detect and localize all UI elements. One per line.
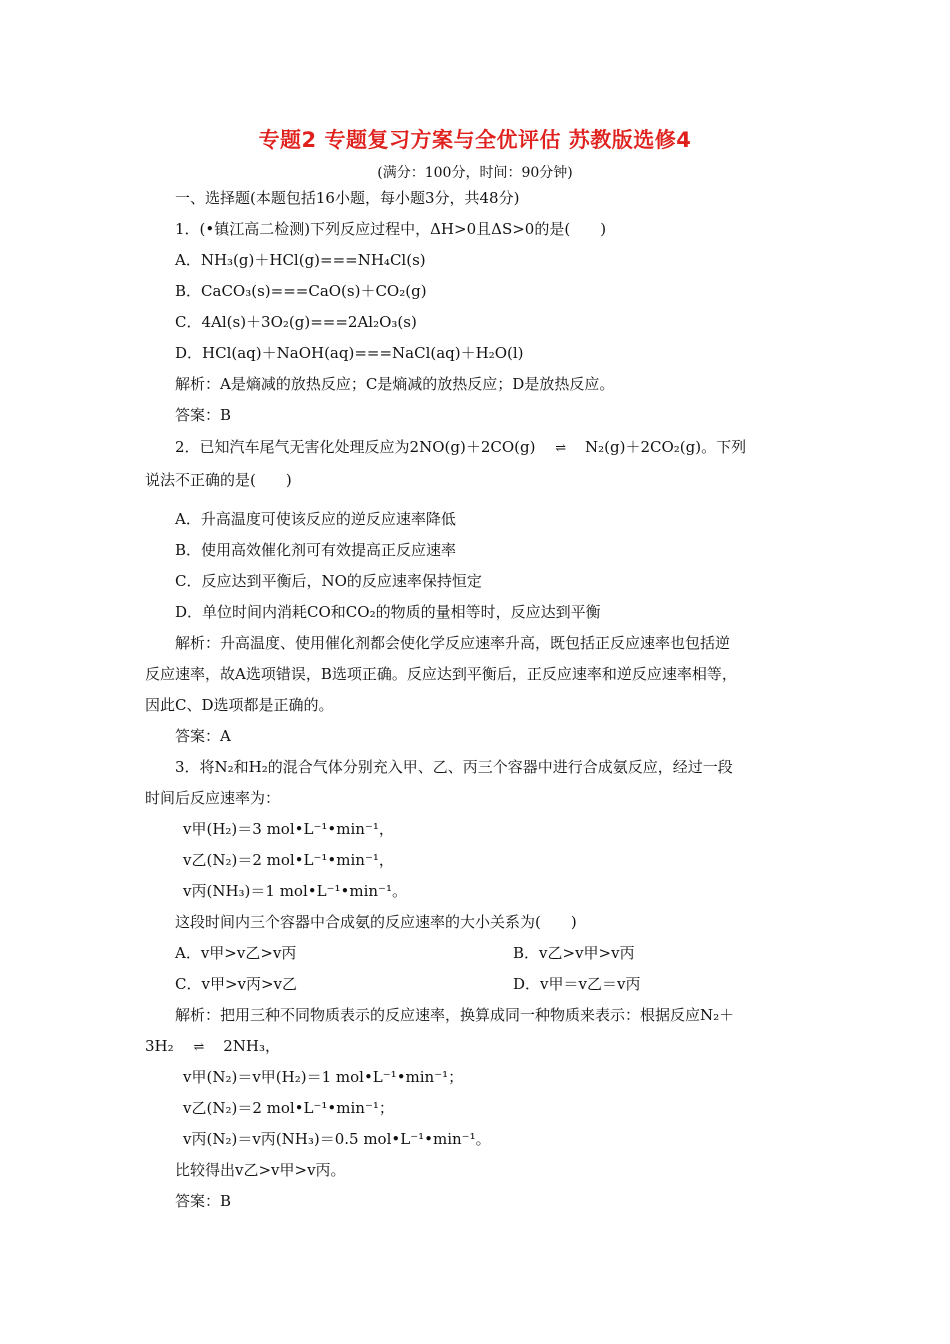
q3-rate-jia: v甲(H₂)＝3 mol•L⁻¹•min⁻¹， <box>183 820 394 838</box>
q3-option-d: D．v甲＝v乙＝v丙 <box>513 975 641 993</box>
q3-calc-bing: v丙(N₂)＝v丙(NH₃)＝0.5 mol•L⁻¹•min⁻¹。 <box>183 1130 491 1148</box>
q3-analysis-line1: 解析：把用三种不同物质表示的反应速率，换算成同一种物质来表示：根据反应N₂＋ <box>175 1006 735 1024</box>
q3-analysis-line2 <box>145 1036 280 1058</box>
q2-analysis-line3: 因此C、D选项都是正确的。 <box>145 696 334 714</box>
q1-option-b: B．CaCO₃(s)===CaO(s)＋CO₂(g) <box>175 282 427 300</box>
equilibrium-arrow-icon: ⇌ <box>555 441 566 456</box>
q1-analysis: 解析：A是熵减的放热反应；C是熵减的放热反应；D是放热反应。 <box>175 375 615 393</box>
q3-option-b: B．v乙>v甲>v丙 <box>513 944 635 962</box>
q1-answer: 答案：B <box>175 406 232 424</box>
equilibrium-arrow-icon: ⇌ <box>193 1040 204 1055</box>
q3-rate-bing: v丙(NH₃)＝1 mol•L⁻¹•min⁻¹。 <box>183 882 407 900</box>
q3-calc-jia: v甲(N₂)＝v甲(H₂)＝1 mol•L⁻¹•min⁻¹； <box>183 1068 464 1086</box>
question-1-stem: 1．(•镇江高二检测)下列反应过程中，ΔH>0且ΔS>0的是( ) <box>175 220 607 238</box>
q2-stem-part2: N₂(g)＋2CO₂(g)。下列 <box>585 438 747 456</box>
q2-stem-part1: 2．已知汽车尾气无害化处理反应为2NO(g)＋2CO(g) <box>175 438 536 456</box>
question-3-stem: 3．将N₂和H₂的混合气体分别充入甲、乙、丙三个容器中进行合成氨反应，经过一段 <box>175 758 733 776</box>
q2-option-c: C．反应达到平衡后，NO的反应速率保持恒定 <box>175 572 482 590</box>
q2-stem-line2: 说法不正确的是( ) <box>145 471 292 489</box>
q1-option-a: A．NH₃(g)＋HCl(g)===NH₄Cl(s) <box>175 251 426 269</box>
question-2-stem <box>175 437 746 459</box>
q2-analysis-line1: 解析：升高温度、使用催化剂都会使化学反应速率升高，既包括正反应速率也包括逆 <box>175 634 731 652</box>
q3-calc-yi: v乙(N₂)＝2 mol•L⁻¹•min⁻¹； <box>183 1099 394 1117</box>
q3-stem-line2: 时间后反应速率为： <box>145 789 281 807</box>
q3-option-c: C．v甲>v丙>v乙 <box>175 975 298 993</box>
q2-analysis-line2: 反应速率，故A选项错误，B选项正确。反应达到平衡后，正反应速率和逆反应速率相等， <box>145 665 737 683</box>
section-heading: 一、选择题(本题包括16小题，每小题3分，共48分) <box>175 189 520 207</box>
q1-option-c: C．4Al(s)＋3O₂(g)===2Al₂O₃(s) <box>175 313 417 331</box>
q2-answer: 答案：A <box>175 727 231 745</box>
q3-reaction-left: 3H₂ <box>145 1037 174 1055</box>
q3-rate-yi: v乙(N₂)＝2 mol•L⁻¹•min⁻¹， <box>183 851 394 869</box>
q2-option-b: B．使用高效催化剂可有效提高正反应速率 <box>175 541 457 559</box>
q1-option-d: D．HCl(aq)＋NaOH(aq)===NaCl(aq)＋H₂O(l) <box>175 344 524 362</box>
q3-question: 这段时间内三个容器中合成氨的反应速率的大小关系为( ) <box>175 913 577 931</box>
document-subtitle: (满分：100分，时间：90分钟) <box>377 165 573 181</box>
document-title: 专题2 专题复习方案与全优评估 苏教版选修4 <box>258 128 692 152</box>
q2-option-a: A．升高温度可使该反应的逆反应速率降低 <box>175 510 456 528</box>
q3-option-a: A．v甲>v乙>v丙 <box>175 944 297 962</box>
q3-conclusion: 比较得出v乙>v甲>v丙。 <box>175 1161 346 1179</box>
q2-option-d: D．单位时间内消耗CO和CO₂的物质的量相等时，反应达到平衡 <box>175 603 601 621</box>
q3-answer: 答案：B <box>175 1192 232 1210</box>
q3-reaction-right: 2NH₃， <box>223 1037 280 1055</box>
